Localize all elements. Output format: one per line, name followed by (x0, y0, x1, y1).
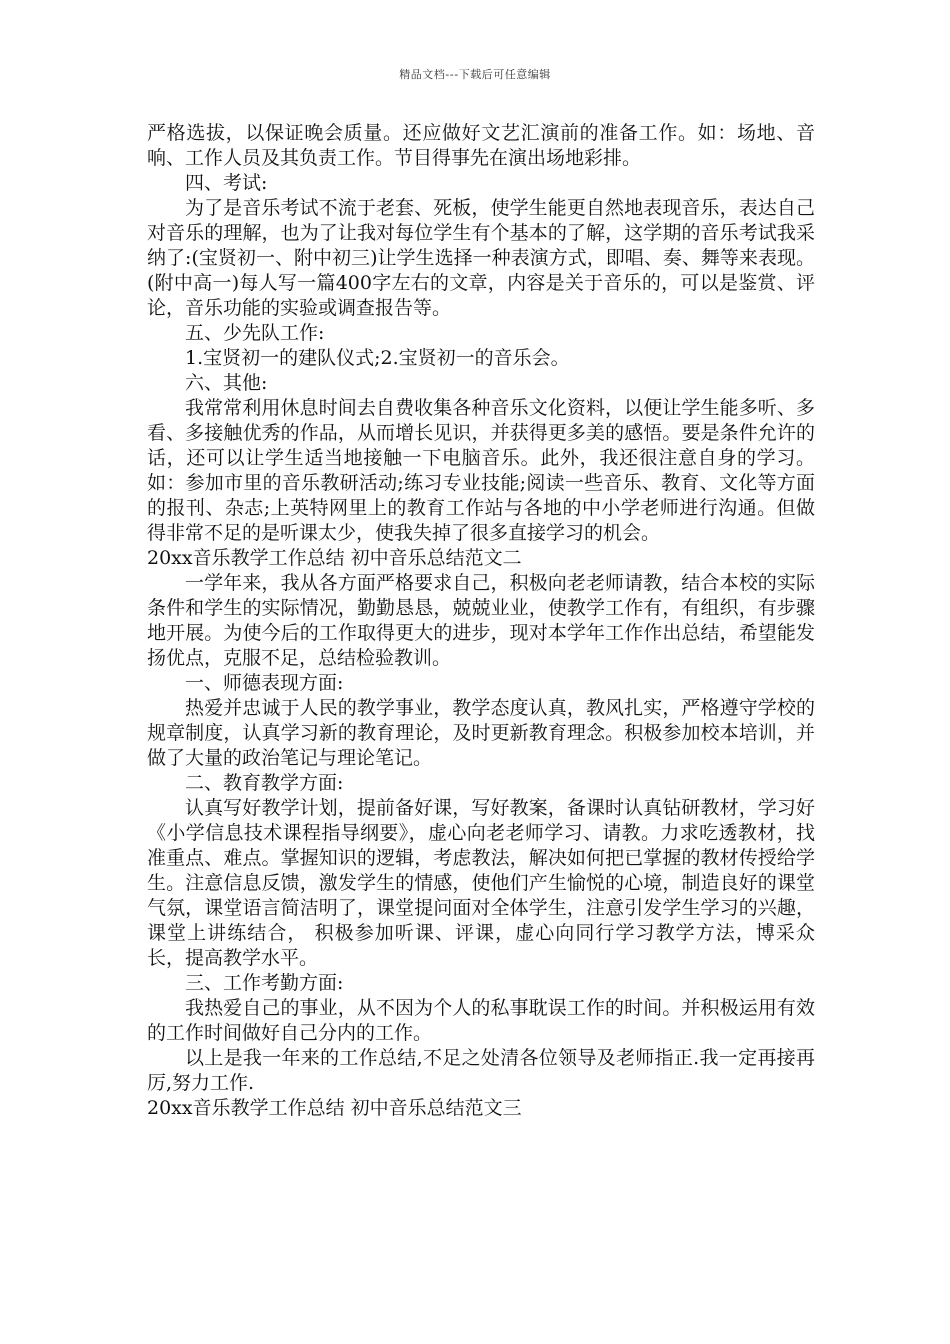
paragraph: 热爱并忠诚于人民的教学事业，教学态度认真，教风扎实，严格遵守学校的规章制度，认真学习新的教育理论，及时更新教育理念。积极参加校本培训，并做了大量的政治笔记与理论笔记。 (147, 697, 815, 769)
section-heading-teaching: 二、教育教学方面: (185, 772, 344, 794)
document-body (147, 121, 815, 1121)
section-heading-attendance: 三、工作考勤方面: (185, 972, 344, 994)
article-title: 20xx音乐教学工作总结 初中音乐总结范文三 (147, 1097, 522, 1119)
article-title: 20xx音乐教学工作总结 初中音乐总结范文二 (147, 547, 522, 569)
section-heading-other: 六、其他: (185, 372, 268, 394)
section-heading-young-pioneers: 五、少先队工作: (185, 322, 325, 344)
section-heading-ethics: 一、师德表现方面: (185, 672, 344, 694)
paragraph: 我热爱自己的事业，从不因为个人的私事耽误工作的时间。并积极运用有效的工作时间做好自己分内的工作。 (147, 997, 815, 1044)
paragraph: 为了是音乐考试不流于老套、死板，使学生能更自然地表现音乐，表达自己对音乐的理解，也为了让我对每位学生有个基本的了解，这学期的音乐考试我采纳了:(宝贤初一、附中初三)让学生选择一种表演方式，即唱、奏、舞等来表现。(附中高一)每人写一篇400字左右的文章，内容是关于音乐的，可以是鉴赏、评论，音乐功能的实验或调查报告等。 (147, 197, 815, 319)
paragraph: 一学年来，我从各方面严格要求自己，积极向老老师请教，结合本校的实际条件和学生的实际情况，勤勤恳恳，兢兢业业，使教学工作有，有组织，有步骤地开展。为使今后的工作取得更大的进步，现对本学年工作作出总结，希望能发扬优点，克服不足，总结检验教训。 (147, 572, 815, 669)
paragraph: 认真写好教学计划，提前备好课，写好教案，备课时认真钻研教材，学习好《小学信息技术课程指导纲要》，虚心向老老师学习、请教。力求吃透教材，找准重点、难点。掌握知识的逻辑，考虑教法，解决如何把已掌握的教材传授给学生。注意信息反馈，激发学生的情感，使他们产生愉悦的心境，制造良好的课堂气氛，课堂语言简洁明了，课堂提问面对全体学生，注意引发学生学习的兴趣，课堂上讲练结合， 积极参加听课、评课，虚心向同行学习教学方法，博采众长，提高教学水平。 (147, 797, 815, 969)
page-header: 精品文档---下载后可任意编辑 (399, 68, 551, 81)
paragraph: 严格选拔，以保证晚会质量。还应做好文艺汇演前的准备工作。如：场地、音响、工作人员及其负责工作。节目得事先在演出场地彩排。 (147, 122, 815, 169)
paragraph: 以上是我一年来的工作总结,不足之处清各位领导及老师指正.我一定再接再厉,努力工作. (147, 1047, 815, 1094)
paragraph: 我常常利用休息时间去自费收集各种音乐文化资料，以便让学生能多听、多看、多接触优秀的作品，从而增长见识，并获得更多美的感悟。要是条件允许的话，还可以让学生适当地接触一下电脑音乐。此外，我还很注意自身的学习。如：参加市里的音乐教研活动;练习专业技能;阅读一些音乐、教育、文化等方面的报刊、杂志;上英特网里上的教育工作站与各地的中小学老师进行沟通。但做得非常不足的是听课太少，使我失掉了很多直接学习的机会。 (147, 397, 815, 544)
paragraph: 1.宝贤初一的建队仪式;2.宝贤初一的音乐会。 (185, 347, 570, 369)
section-heading-exam: 四、考试: (185, 172, 268, 194)
